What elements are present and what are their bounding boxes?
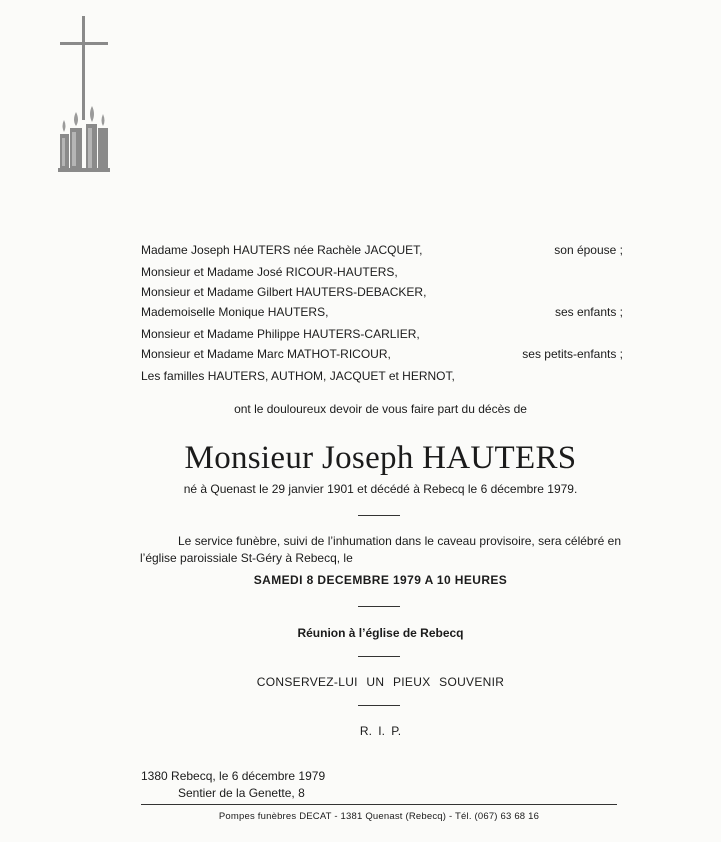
- family-row: [141, 282, 623, 302]
- family-relation: ses enfants ;: [554, 305, 623, 319]
- address-block: [141, 768, 325, 802]
- service-description: [140, 533, 621, 567]
- rip-line: R. I. P.: [359, 724, 402, 738]
- footer-divider: [141, 804, 617, 805]
- remembrance-line: CONSERVEZ-LUI UN PIEUX SOUVENIR: [256, 675, 505, 689]
- divider: [358, 606, 400, 607]
- address-line: 1380 Rebecq, le 6 décembre 1979: [141, 769, 326, 783]
- family-member: Mademoiselle Monique HAUTERS,: [141, 305, 329, 319]
- family-member: Monsieur et Madame Philippe HAUTERS-CARLIER,: [141, 327, 420, 341]
- birth-death-dates: né à Quenast le 29 janvier 1901 et décédé à Rebecq le 6 décembre 1979.: [183, 482, 578, 496]
- family-row: [141, 240, 623, 260]
- family-member: Monsieur et Madame Marc MATHOT-RICOUR,: [141, 347, 391, 361]
- family-row: [141, 324, 623, 344]
- family-row: [141, 302, 623, 322]
- divider: [358, 656, 400, 657]
- announcement-intro: ont le douloureux devoir de vous faire part du décès de: [234, 402, 527, 416]
- service-datetime: SAMEDI 8 DECEMBRE 1979 A 10 HEURES: [253, 573, 508, 587]
- family-relation: ses petits-enfants ;: [522, 347, 623, 361]
- funeral-home-footer: Pompes funèbres DECAT - 1381 Quenast (Rebecq) - Tél. (067) 63 68 16: [218, 811, 540, 822]
- family-member: Monsieur et Madame Gilbert HAUTERS-DEBACKER,: [141, 285, 427, 299]
- family-list: [141, 240, 623, 386]
- service-text: Le service funèbre, suivi de l’inhumation dans le caveau provisoire, sera célébré en l’église paroissiale St-Géry à Rebecq, le: [140, 534, 621, 565]
- divider: [358, 515, 400, 516]
- cross-with-candles-icon: [52, 16, 116, 176]
- reunion-note: Réunion à l’église de Rebecq: [297, 626, 464, 640]
- family-member: Monsieur et Madame José RICOUR-HAUTERS,: [141, 265, 398, 279]
- family-row: [141, 262, 623, 282]
- family-relation: son épouse ;: [554, 243, 623, 257]
- family-row: [141, 366, 623, 386]
- family-row: [141, 344, 623, 364]
- divider: [358, 705, 400, 706]
- family-member: Les familles HAUTERS, AUTHOM, JACQUET et HERNOT,: [141, 369, 455, 383]
- address-line: Sentier de la Genette, 8: [178, 786, 305, 800]
- deceased-name: Monsieur Joseph HAUTERS: [184, 440, 577, 476]
- family-member: Madame Joseph HAUTERS née Rachèle JACQUET,: [141, 243, 423, 257]
